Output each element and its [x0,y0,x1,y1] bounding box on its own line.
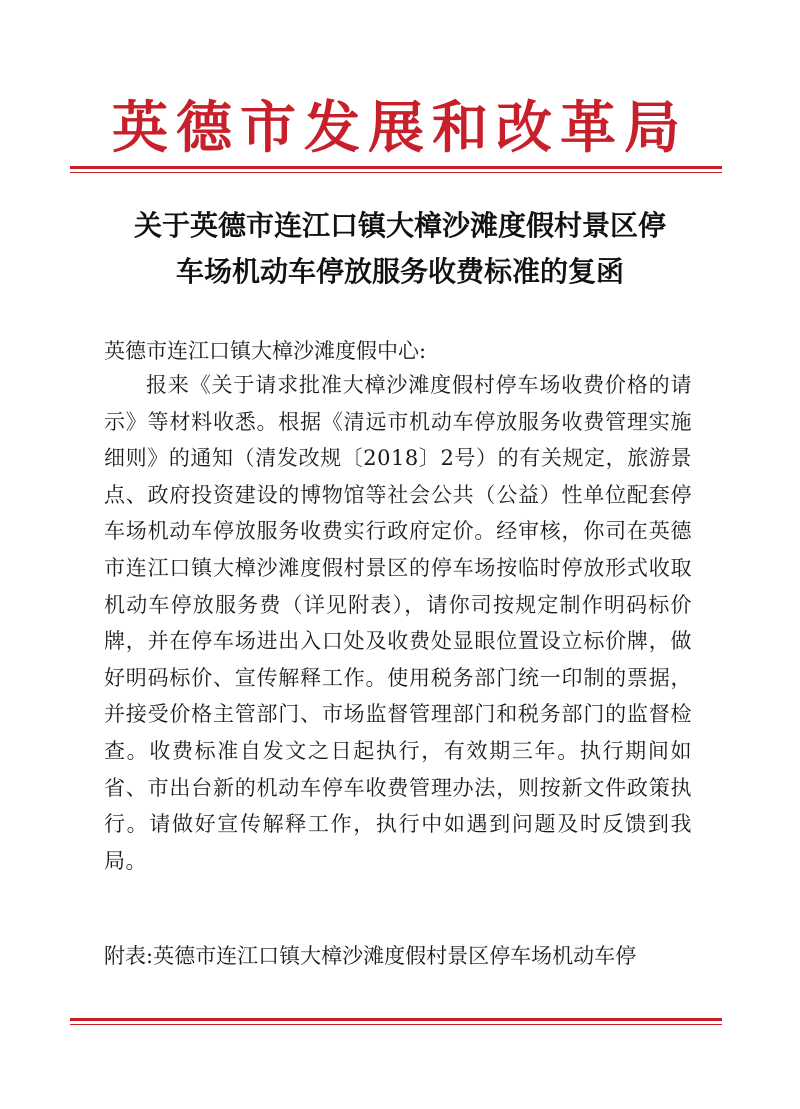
document-title-line-1: 关于英德市连江口镇大樟沙滩度假村景区停 [133,209,666,242]
letterhead-title: 英德市发展和改革局 [112,95,688,161]
body-paragraph: 报来《关于请求批准大樟沙滩度假村停车场收费价格的请示》等材料收悉。根据《清远市机动车停放服务收费管理实施细则》的通知（清发改规〔2018〕2号）的有关规定，旅游景点、政府投资建设的博物馆等社会公共（公益）性单位配套停车场机动车停放服务收费实行政府定价。经审核，你司在英德市连江口镇大樟沙滩度假村景区的停车场按临时停放形式收取机动车停放服务费（详见附表），请你司按规定制作明码标价牌，并在停车场进出入口处及收费处显眼位置设立标价牌，做好明码标价、宣传解释工作。使用税务部门统一印制的票据，并接受价格主管部门、市场监督管理部门和税务部门的监督检查。收费标准自发文之日起执行，有效期三年。执行期间如省、市出台新的机动车停车收费管理办法，则按新文件政策执行。请做好宣传解释工作，执行中如遇到问题及时反馈到我局。 [104,373,692,873]
attachment-line: 附表:英德市连江口镇大樟沙滩度假村景区停车场机动车停 [104,944,637,968]
header-divider-thin [70,172,722,173]
document-title [80,203,720,295]
addressee: 英德市连江口镇大樟沙滩度假中心: [104,339,427,363]
document-title-line-2: 车场机动车停放服务收费标准的复函 [175,255,624,288]
header-divider [70,166,722,169]
footer-divider-thin [70,1024,722,1025]
footer-divider [70,1018,722,1021]
